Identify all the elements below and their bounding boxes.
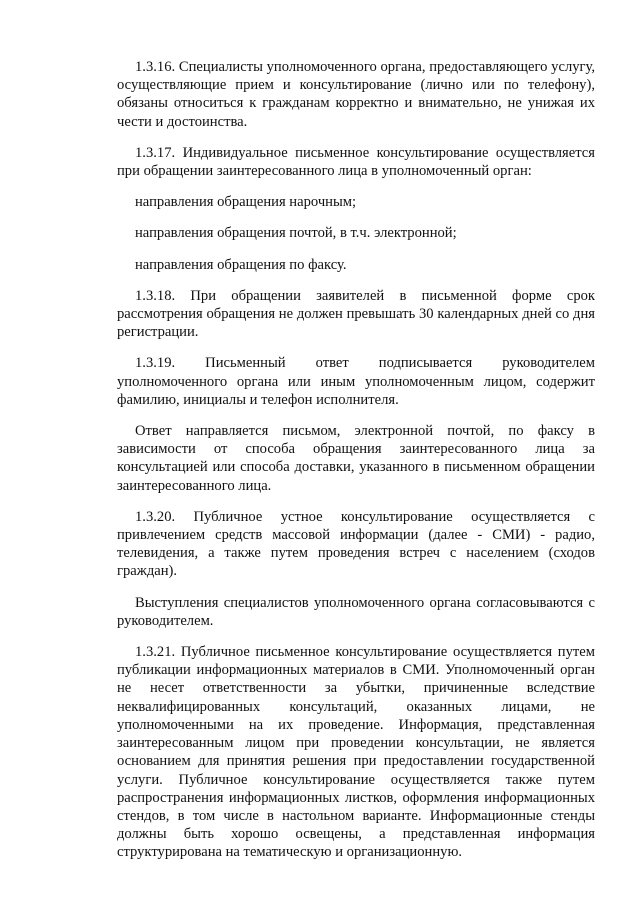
list-item: направления обращения почтой, в т.ч. электронной; xyxy=(135,225,457,242)
paragraph-1-3-16: 1.3.16. Специалисты уполномоченного органа, предоставляющего услугу, осуществляющие прием и консультирование (лично или по телефону), обязаны относиться к гражданам корректно и внимательно, не унижая их чести и достоинства. xyxy=(117,59,595,130)
paragraph-response: Ответ направляется письмом, электронной почтой, по факсу в зависимости от способа обращения заинтересованного лица за консультацией или способа доставки, указанного в письменном обращении заинтересованного лица. xyxy=(117,423,595,494)
list-item: направления обращения по факсу. xyxy=(135,256,347,273)
paragraph-1-3-18: 1.3.18. При обращении заявителей в письменной форме срок рассмотрения обращения не должен превышать 30 календарных дней со дня регистрации. xyxy=(117,287,595,341)
paragraph-1-3-17: 1.3.17. Индивидуальное письменное консультирование осуществляется при обращении заинтересованного лица в уполномоченный орган: xyxy=(117,144,595,180)
paragraph-speeches: Выступления специалистов уполномоченного органа согласовываются с руководителем. xyxy=(117,594,595,629)
paragraph-1-3-19: 1.3.19. Письменный ответ подписывается руководителем уполномоченного органа или иным уполномоченным лицом, содержит фамилию, инициалы и телефон исполнителя. xyxy=(117,355,595,408)
document-page xyxy=(117,58,595,875)
paragraph-1-3-20: 1.3.20. Публичное устное консультирование осуществляется с привлечением средств массовой информации (далее - СМИ) - радио, телевидения, а также путем проведения встреч с населением (сходов граждан). xyxy=(117,508,595,580)
paragraph-1-3-21: 1.3.21. Публичное письменное консультирование осуществляется путем публикации информационных материалов в СМИ. Уполномоченный орган не несет ответственности за убытки, причиненные вследствие неквалифицированных консультаций, оказанных лицами, не уполномоченными на их проведение. Информация, представленная заинтересованным лицом при проведении консультации, не является основанием для принятия решения при предоставлении государственной услуги. Публичное консультирование осуществляется также путем распространения информационных листков, оформления информационных стендов, в том числе в настольном варианте. Информационные стенды должны быть хорошо освещены, а представленная информация структурирована на тематическую и организационную. xyxy=(117,644,595,861)
list-item: направления обращения нарочным; xyxy=(135,194,357,211)
